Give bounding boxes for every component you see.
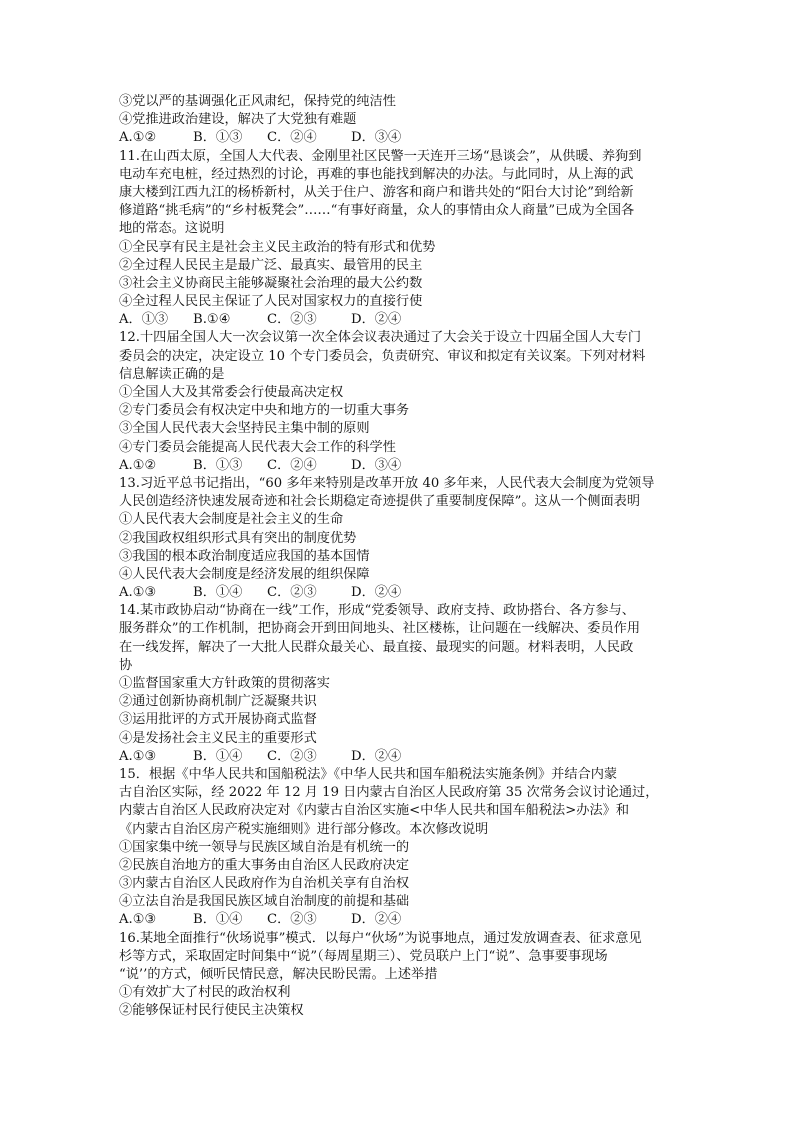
q11-item-3: ③社会主义协商民主能够凝聚社会治理的最大公约数 (119, 275, 423, 291)
q11-stem-line: 康大楼到江西九江的杨桥新村，从关于住户、游客和商户和谐共处的“阳台大讨论”到给新 (119, 184, 634, 200)
q12-option-a: A.①② (119, 457, 157, 473)
q14-option-d: D．②④ (351, 748, 402, 764)
q12-option-b: B．①③ (193, 457, 243, 473)
q11-stem-line: 地的常态。这说明 (119, 221, 225, 237)
q10-option-a: A.①② (119, 130, 157, 146)
q15-option-a: A.①③ (119, 912, 157, 928)
q13-option-d: D．②④ (351, 585, 402, 601)
q11-stem-line: 电动车充电桩，经过热烈的讨论，再难的事也能找到解决的办法。与此同时，从上海的武 (119, 166, 634, 182)
q13-option-c: C．②③ (267, 585, 317, 601)
q13-stem-line: 人民创造经济快速发展奇迹和社会长期稳定奇迹提供了重要制度保障”。这从一个侧面表明 (119, 494, 641, 510)
q12-item-4: ④专门委员会能提高人民代表大会工作的科学性 (119, 439, 396, 455)
q14-options (119, 748, 679, 766)
q14-stem-line: 协 (119, 657, 133, 673)
q12-option-d: D．③④ (351, 457, 402, 473)
q13-item-2: ②我国政权组织形式具有突出的制度优势 (119, 530, 357, 546)
q14-item-4: ④是发扬社会主义民主的重要形式 (119, 730, 317, 746)
q15-option-d: D．②④ (351, 912, 402, 928)
q12-stem-line: 委员会的决定，决定设立 10 个专门委员会，负责研究、审议和拟定有关议案。下列对材料 (119, 348, 646, 364)
q15-item-3: ③内蒙古自治区人民政府作为自治机关享有自治权 (119, 876, 410, 892)
q16-item-2: ②能够保证村民行使民主决策权 (119, 1003, 304, 1019)
q12-stem-line: 12.十四届全国人大一次会议第一次全体会议表决通过了大会关于设立十四届全国人大专门 (119, 330, 642, 346)
q11-option-b: B.①④ (193, 312, 231, 328)
q16-stem-line: 杉等方式，采取固定时间集中“说”（每周星期三）、党员联户上门“说”、急事要事现场 (119, 948, 608, 964)
q13-stem-line: 13.习近平总书记指出，“60 多年来特别是改革开放 40 多年来，人民代表大会制度为党领导 (119, 475, 655, 491)
q12-stem-line: 信息解读正确的是 (119, 366, 225, 382)
q14-item-3: ③运用批评的方式开展协商式监督 (119, 712, 317, 728)
q12-option-c: C．②④ (267, 457, 317, 473)
q15-stem-line: 内蒙古自治区人民政府决定对《内蒙古自治区实施<中华人民共和国车船税法>办法》和 (119, 803, 630, 819)
q14-stem-line: 服务群众”的工作机制，把协商会开到田间地头、社区楼栋，让问题在一线解决、委员作用 (119, 621, 641, 637)
q14-option-a: A.①③ (119, 748, 157, 764)
q15-item-1: ①国家集中统一领导与民族区域自治是有机统一的 (119, 839, 410, 855)
q13-item-1: ①人民代表大会制度是社会主义的生命 (119, 512, 344, 528)
q14-option-b: B．①④ (193, 748, 243, 764)
q14-stem-line: 14.某市政协启动“协商在一线”工作，形成“党委领导、政府支持、政协搭台、各方参与、 (119, 603, 635, 619)
q16-stem-line: “说’’的方式，倾听民情民意，解决民盼民需。上述举措 (119, 967, 438, 982)
question-15 (119, 766, 679, 930)
q13-option-a: A.①③ (119, 585, 157, 601)
q11-item-4: ④全过程人民民主保证了人民对国家权力的直接行使 (119, 294, 423, 310)
q15-item-4: ④立法自治是我国民族区域自治制度的前提和基础 (119, 894, 410, 910)
q10-item-3: ③党以严的基调强化正风肃纪，保持党的纯洁性 (119, 94, 396, 109)
q10-option-d: D．③④ (351, 130, 402, 146)
q12-options (119, 457, 679, 475)
q14-item-1: ①监督国家重大方针政策的贯彻落实 (119, 676, 330, 691)
q15-item-2: ②民族自治地方的重大事务由自治区人民政府决定 (119, 857, 410, 873)
q15-stem-line: 《内蒙古自治区房产税实施细则》进行部分修改。本次修改说明 (119, 821, 489, 837)
q11-stem-line: 修道路“挑毛病”的“乡村板凳会”……“有事好商量，众人的事情由众人商量”已成为全国各 (119, 203, 635, 219)
q12-item-1: ①全国人大及其常委会行使最高决定权 (119, 385, 344, 400)
q13-option-b: B．①④ (193, 585, 243, 601)
q12-item-2: ②专门委员会有权决定中央和地方的一切重大事务 (119, 403, 410, 419)
q14-item-2: ②通过创新协商机制广泛凝聚共识 (119, 694, 317, 710)
question-16 (119, 930, 679, 1021)
q14-option-c: C．②③ (267, 748, 317, 764)
q15-stem-line: 15．根据《中华人民共和国船税法》《中华人民共和国车船税法实施条例》并结合内蒙 (119, 766, 618, 782)
q16-item-1: ①有效扩大了村民的政治权利 (119, 985, 291, 1001)
q13-item-3: ③我国的根本政治制度适应我国的基本国情 (119, 548, 370, 564)
question-13 (119, 475, 679, 602)
q10-option-b: B．①③ (193, 130, 243, 146)
question-14 (119, 602, 679, 766)
q13-options (119, 584, 679, 602)
q11-option-c: C．②③ (267, 312, 317, 328)
q11-option-a: A．①③ (119, 312, 169, 328)
q15-option-c: C．②③ (267, 912, 317, 928)
q10-item-4: ④党推进政治建设，解决了大党独有难题 (119, 112, 357, 128)
q15-stem-line: 古自治区实际，经 2022 年 12 月 19 日内蒙古自治区人民政府第 35 次常务会议讨论通过， (119, 785, 659, 801)
q14-stem-line: 在一线发挥，解决了一大批人民群众最关心、最直接、最现实的问题。材料表明，人民政 (119, 639, 634, 655)
q11-options (119, 311, 679, 329)
exam-page (119, 93, 679, 1021)
q13-item-4: ④人民代表大会制度是经济发展的组织保障 (119, 566, 370, 582)
q15-options (119, 911, 679, 929)
q10-options (119, 129, 679, 147)
q15-option-b: B．①④ (193, 912, 243, 928)
q11-item-2: ②全过程人民民主是最广泛、最真实、最管用的民主 (119, 257, 423, 273)
question-12 (119, 329, 679, 475)
question-11 (119, 148, 679, 330)
q11-option-d: D．②④ (351, 312, 402, 328)
q12-item-3: ③全国人民代表大会坚持民主集中制的原则 (119, 421, 370, 437)
q16-stem-line: 16.某地全面推行“伙场说事”模式．以每户“伙场”为说事地点，通过发放调查表、征求意见 (119, 930, 642, 946)
q10-option-c: C．②④ (267, 130, 317, 146)
q11-stem-line: 11.在山西太原，全国人大代表、金刚里社区民警一天连开三场“恳谈会”，从供暖、养狗到 (119, 148, 642, 164)
q11-item-1: ①全民享有民主是社会主义民主政治的特有形式和优势 (119, 239, 436, 255)
